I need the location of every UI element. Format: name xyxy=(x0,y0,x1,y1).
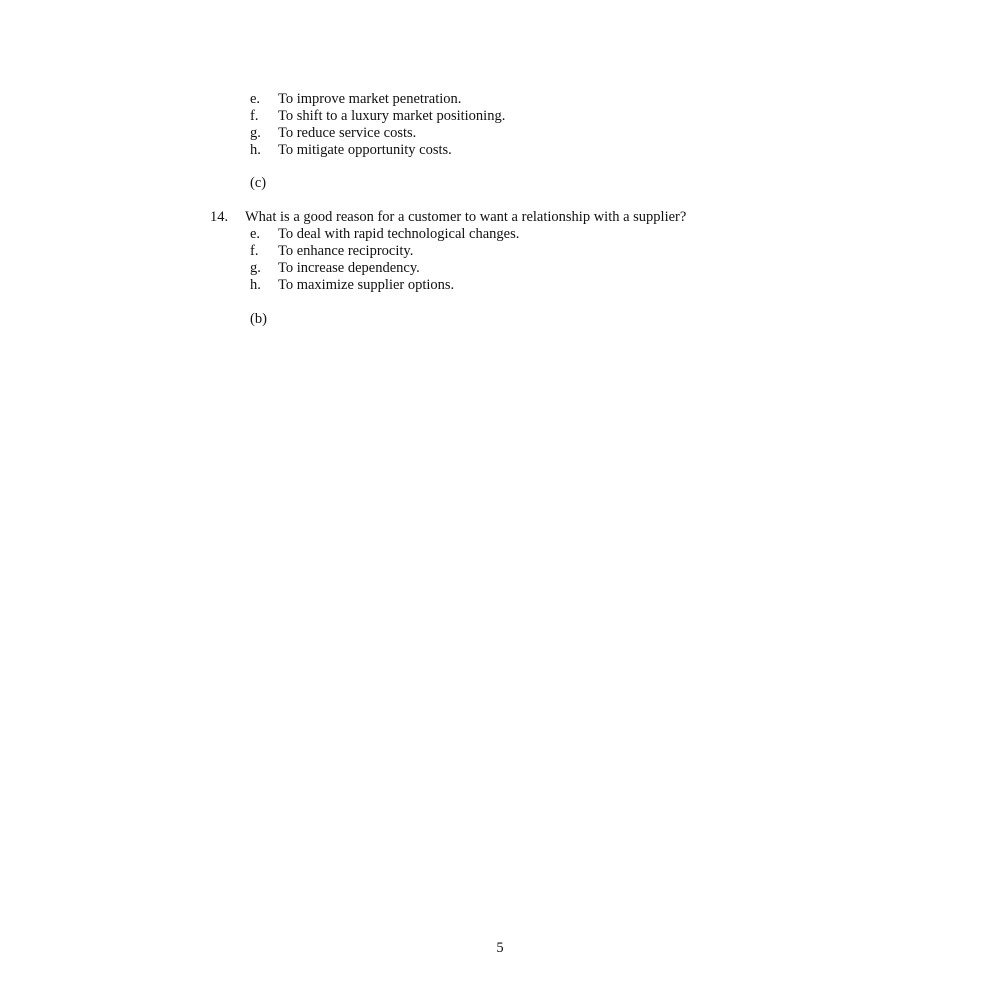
option-text: To maximize supplier options. xyxy=(278,277,455,293)
option-letter: h. xyxy=(250,277,261,293)
option-text: To deal with rapid technological changes. xyxy=(278,226,520,242)
option-text: To enhance reciprocity. xyxy=(278,243,414,259)
option-text: To increase dependency. xyxy=(278,260,420,276)
option-letter: f. xyxy=(250,108,259,124)
option-letter: g. xyxy=(250,125,261,141)
question-text: What is a good reason for a customer to want a relationship with a supplier? xyxy=(245,209,687,225)
answer-key: (c) xyxy=(250,175,267,191)
option-letter: h. xyxy=(250,142,261,158)
option-letter: e. xyxy=(250,91,261,107)
option-text: To shift to a luxury market positioning. xyxy=(278,108,506,124)
option-text: To improve market penetration. xyxy=(278,91,462,107)
option-text: To mitigate opportunity costs. xyxy=(278,142,452,158)
option-letter: f. xyxy=(250,243,259,259)
option-text: To reduce service costs. xyxy=(278,125,417,141)
option-letter: e. xyxy=(250,226,261,242)
answer-key: (b) xyxy=(250,311,267,327)
page-number: 5 xyxy=(496,940,504,956)
option-letter: g. xyxy=(250,260,261,276)
question-number: 14. xyxy=(210,209,229,225)
